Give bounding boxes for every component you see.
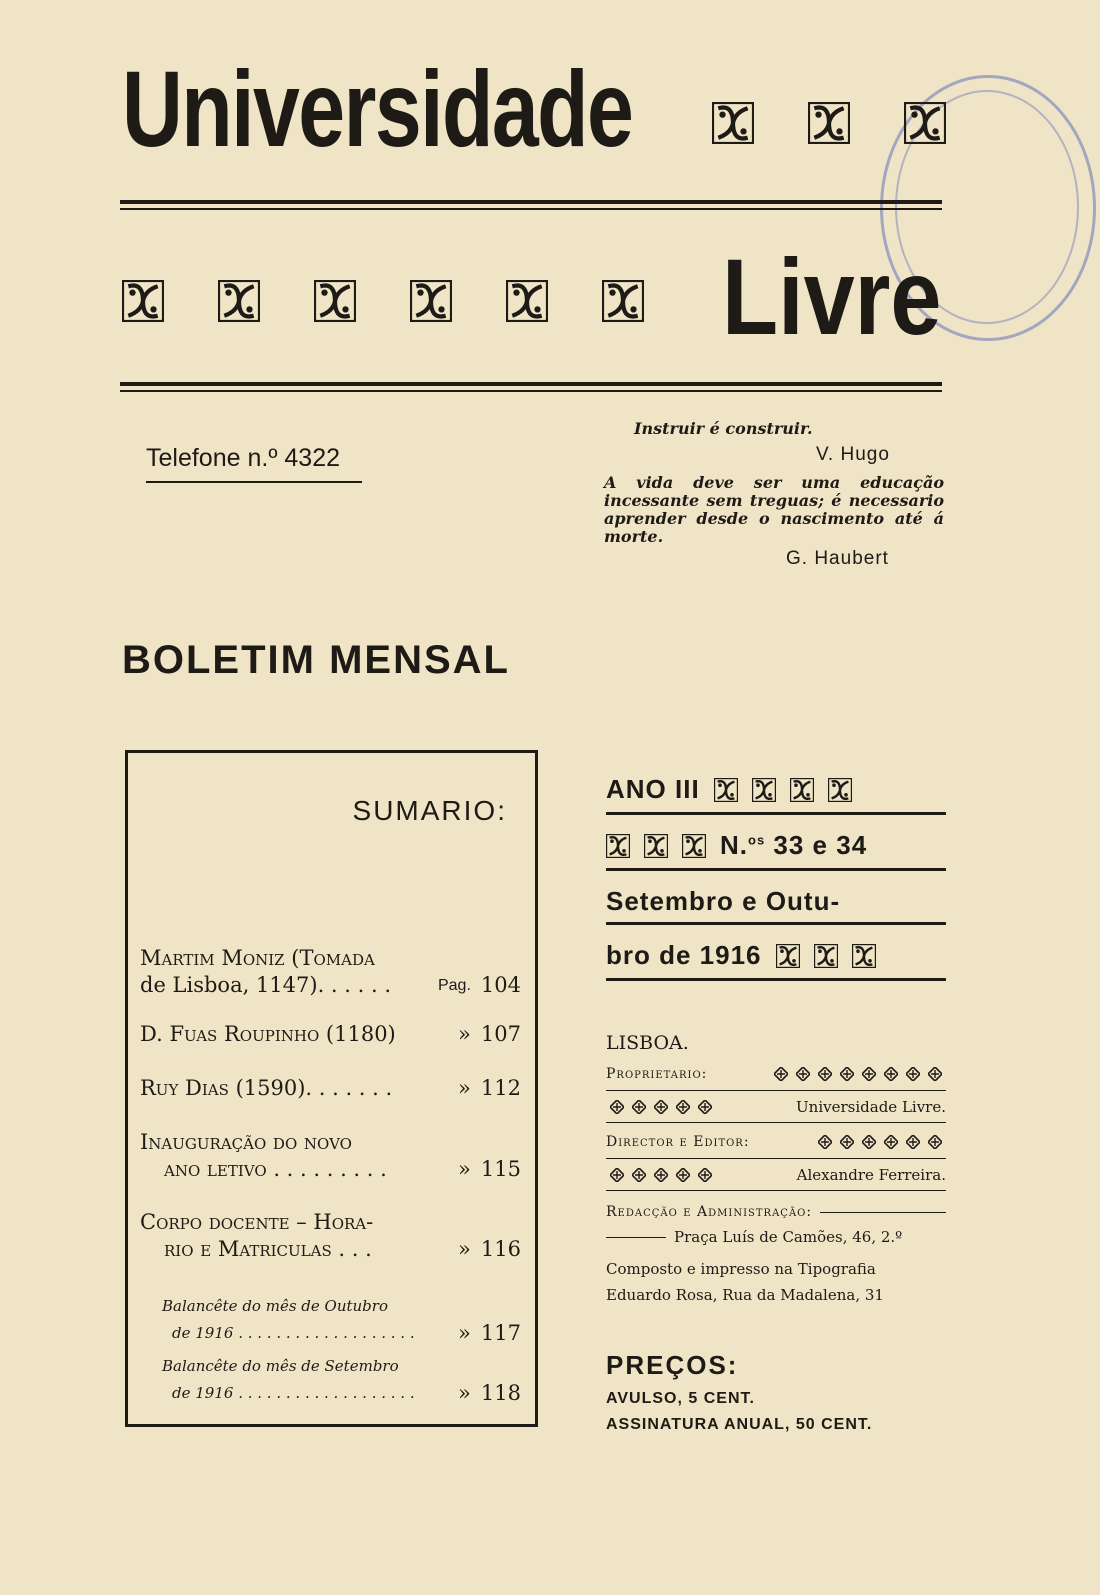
entry-prefix: Pag. (437, 977, 471, 994)
ornament-icon (410, 280, 452, 322)
diamond-icon (698, 1168, 712, 1182)
imprint-redaccao: Praça Luís de Camões, 46, 2.º (674, 1228, 903, 1246)
entry-prefix: » (458, 1157, 471, 1181)
diamond-icon (632, 1100, 646, 1114)
issue-rule (606, 868, 946, 871)
diamond-icon (884, 1067, 898, 1081)
issue-rule (606, 922, 946, 925)
issue-rule (606, 978, 946, 981)
issue-numero-value: 33 e 34 (773, 830, 868, 860)
issue-date-line1: Setembro e Outu- (606, 886, 841, 916)
ornament-icon (314, 280, 356, 322)
ornament-icon (808, 102, 850, 144)
diamond-icon (676, 1168, 690, 1182)
sumario-entry (140, 945, 521, 999)
masthead-title-livre: Livre (722, 236, 942, 357)
sumario-entry (140, 1021, 521, 1048)
imprint-redaccao-row (606, 1228, 946, 1246)
imprint-composto-line2: Eduardo Rosa, Rua da Madalena, 31 (606, 1286, 884, 1304)
imprint-director-label-row (606, 1134, 946, 1150)
imprint-rule (606, 1190, 946, 1191)
diamond-icon (654, 1168, 668, 1182)
imprint-rule (606, 1122, 946, 1123)
ornament-icon (904, 102, 946, 144)
imprint-composto-line1: Composto e impresso na Tipografia (606, 1260, 876, 1278)
ornament-icon (506, 280, 548, 322)
imprint-leader-line (606, 1237, 666, 1238)
issue-ano: ANO III (606, 774, 700, 804)
issue-block (606, 774, 946, 805)
title-ornaments-row1 (712, 102, 946, 144)
imprint-director-row (606, 1166, 946, 1184)
entry-line: de 1916 . . . . . . . . . . . . . . . . . . . (172, 1324, 415, 1342)
precos-title: PREÇOS: (606, 1350, 739, 1380)
sumario-entry (140, 1075, 521, 1102)
quote-author-haubert: G. Haubert (786, 548, 889, 569)
entry-line: de Lisboa, 1147). . . . . . (140, 973, 392, 997)
ornament-icon (814, 944, 838, 968)
diamond-icon (906, 1067, 920, 1081)
diamond-icon (818, 1135, 832, 1149)
entry-line: Martim Moniz (Tomada (140, 946, 375, 970)
entry-line: Balancête do mês de Setembro (162, 1357, 399, 1375)
sumario-entry (140, 1209, 521, 1263)
telefone-number: Telefone n.º 4322 (146, 444, 362, 483)
diamond-icon (610, 1168, 624, 1182)
issue-numero-sup: os (748, 832, 766, 848)
diamond-icon (632, 1168, 646, 1182)
ornament-icon (602, 280, 644, 322)
quote-hugo: Instruir é construir. (634, 419, 813, 438)
issue-rule (606, 812, 946, 815)
imprint-proprietario-row (606, 1098, 946, 1116)
boletim-mensal-heading: BOLETIM MENSAL (122, 638, 510, 682)
quote-author-hugo: V. Hugo (816, 444, 890, 465)
ornament-icon (712, 102, 754, 144)
diamond-icon (654, 1100, 668, 1114)
imprint-proprietario: Universidade Livre. (796, 1098, 946, 1116)
diamond-icon (774, 1067, 788, 1081)
entry-line: Balancête do mês de Outubro (162, 1297, 388, 1315)
imprint-redaccao-label-row (606, 1204, 946, 1220)
imprint-leader-line (820, 1212, 946, 1213)
sumario-title: SUMARIO: (352, 795, 507, 826)
ornament-icon (644, 834, 668, 858)
diamond-icon (796, 1067, 810, 1081)
imprint-proprietario-label-row (606, 1066, 946, 1082)
entry-prefix: » (458, 1022, 471, 1046)
entry-page: 118 (480, 1381, 521, 1405)
imprint-rule (606, 1090, 946, 1091)
issue-numero-prefix: N. (720, 830, 748, 860)
sumario-entry (140, 1129, 521, 1183)
entry-line: D. Fuas Roupinho (1180) (140, 1022, 396, 1046)
diamond-icon (906, 1135, 920, 1149)
imprint-city: LISBOA. (606, 1032, 689, 1054)
entry-page: 115 (480, 1157, 521, 1181)
ornament-icon (682, 834, 706, 858)
imprint-proprietario-label: Proprietario: (606, 1066, 708, 1082)
entry-page: 107 (480, 1022, 521, 1046)
entry-line: rio e Matriculas . . . (164, 1237, 372, 1261)
ornament-icon (776, 944, 800, 968)
diamond-icon (610, 1100, 624, 1114)
imprint-rule (606, 1158, 946, 1159)
diamond-icon (676, 1100, 690, 1114)
quote-haubert: A vida deve ser uma educação incessante sem treguas; é necessario aprender desde o nascimento até á morte. (604, 473, 944, 546)
entry-prefix: » (458, 1237, 471, 1261)
issue-number-row (606, 830, 946, 861)
precos-assinatura: ASSINATURA ANUAL, 50 CENT. (606, 1416, 873, 1433)
sumario-entry (140, 1293, 521, 1347)
ornament-icon (790, 778, 814, 802)
entry-page: 104 (480, 973, 521, 997)
entry-line: Corpo docente – Hora- (140, 1210, 374, 1234)
entry-line: Ruy Dias (1590). . . . . . . (140, 1076, 393, 1100)
ornament-icon (752, 778, 776, 802)
diamond-icon (928, 1067, 942, 1081)
ornament-icon (828, 778, 852, 802)
masthead-title-universidade: Universidade (122, 48, 633, 169)
entry-prefix: » (458, 1321, 471, 1345)
sumario-box (125, 750, 538, 1427)
entry-prefix: » (458, 1381, 471, 1405)
diamond-icon (698, 1100, 712, 1114)
masthead-rule-top (120, 200, 942, 210)
diamond-icon (884, 1135, 898, 1149)
diamond-icon (840, 1067, 854, 1081)
diamond-icon (862, 1067, 876, 1081)
issue-date-row2 (606, 940, 946, 971)
entry-page: 112 (480, 1076, 521, 1100)
diamond-icon (928, 1135, 942, 1149)
diamond-icon (818, 1067, 832, 1081)
imprint-director-label: Director e Editor: (606, 1134, 750, 1150)
issue-date-line2: bro de 1916 (606, 940, 762, 970)
ornament-icon (852, 944, 876, 968)
entry-line: de 1916 . . . . . . . . . . . . . . . . . . . (172, 1384, 415, 1402)
entry-page: 117 (480, 1321, 521, 1345)
imprint-redaccao-label: Redacção e Administração: (606, 1204, 813, 1220)
sumario-entry (140, 1353, 521, 1407)
entry-prefix: » (458, 1076, 471, 1100)
issue-numero (720, 830, 867, 861)
title-ornaments-row2 (122, 280, 644, 322)
ornament-icon (218, 280, 260, 322)
entry-page: 116 (480, 1237, 521, 1261)
entry-line: Inauguração do novo (140, 1130, 352, 1154)
imprint-director: Alexandre Ferreira. (796, 1166, 946, 1184)
diamond-icon (862, 1135, 876, 1149)
ornament-icon (714, 778, 738, 802)
ornament-icon (606, 834, 630, 858)
masthead-rule-bottom (120, 382, 942, 392)
precos-avulso: AVULSO, 5 CENT. (606, 1390, 755, 1407)
ornament-icon (122, 280, 164, 322)
diamond-icon (840, 1135, 854, 1149)
entry-line: ano letivo . . . . . . . . . (164, 1157, 387, 1181)
